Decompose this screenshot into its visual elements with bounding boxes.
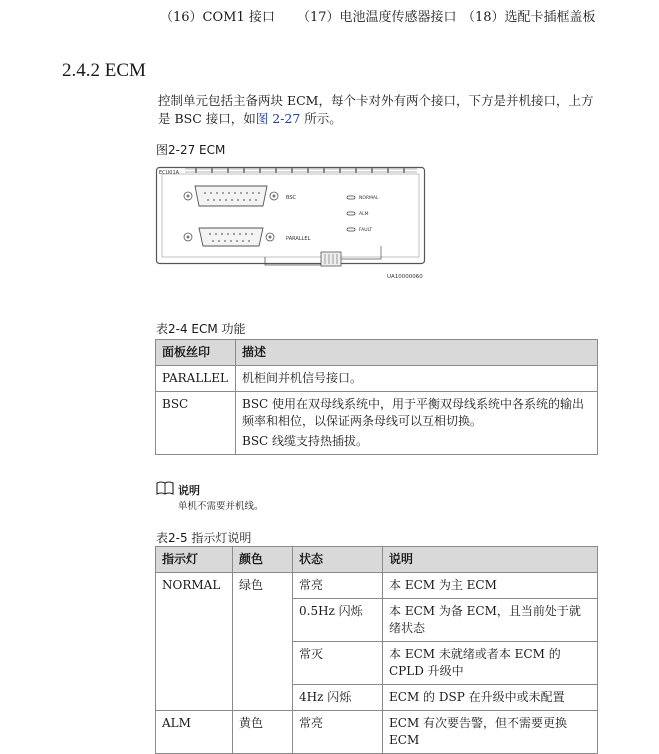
table1-caption: 表2-4 ECM 功能 — [156, 322, 246, 336]
table-header-row — [156, 547, 598, 573]
alm-led-label: ALM — [359, 212, 369, 217]
table-row — [156, 711, 598, 754]
led-desc-cell: 本 ECM 为备 ECM，且当前处于就绪状态 — [383, 599, 598, 642]
ecm-panel-figure — [155, 166, 440, 284]
figure-link[interactable]: 图 2-27 — [255, 111, 301, 126]
led-desc-cell: 本 ECM 未就绪或者本 ECM 的 CPLD 升级中 — [383, 642, 598, 685]
book-icon — [156, 481, 174, 495]
led-name-cell: NORMAL — [156, 573, 233, 711]
table-cell-label: PARALLEL — [156, 366, 236, 392]
latch-icon — [321, 252, 341, 266]
intro-text-end: 所示。 — [300, 111, 342, 126]
led-state-cell: 常亮 — [293, 711, 383, 754]
note-title: 说明 — [178, 484, 200, 497]
note-text: 单机不需要并机线。 — [178, 501, 264, 512]
led-state-cell: 4Hz 闪烁 — [293, 685, 383, 711]
normal-led-label: NORMAL — [359, 196, 379, 201]
bsc-label: BSC — [286, 195, 297, 201]
led-state-cell: 0.5Hz 闪烁 — [293, 599, 383, 642]
desc-line: 机柜间并机信号接口。 — [242, 371, 363, 385]
fault-led-label: FAULT — [359, 228, 373, 233]
table-header-cell: 描述 — [236, 340, 598, 366]
desc-line: BSC 使用在双母线系统中，用于平衡双母线系统中各系统的输出频率和相位，以保证两条母线可以互相切换。 — [242, 397, 585, 428]
led-name-cell: ALM — [156, 711, 233, 754]
table-row — [156, 573, 598, 599]
table-header-cell: 面板丝印 — [156, 340, 236, 366]
figure-caption: 图2-27 ECM — [156, 143, 226, 157]
section-title: 2.4.2 ECM — [62, 60, 146, 81]
table-row — [156, 392, 598, 455]
table-header-cell: 说明 — [383, 547, 598, 573]
table2-caption: 表2-5 指示灯说明 — [156, 531, 252, 545]
desc-line: BSC 线缆支持热插拔。 — [242, 434, 369, 448]
table-header-cell: 颜色 — [233, 547, 293, 573]
led-desc-cell: ECM 的 DSP 在升级中或未配置 — [383, 685, 598, 711]
bsc-port-icon — [195, 186, 267, 206]
table-header-row — [156, 340, 598, 366]
top-item-18: （18）选配卡插框盖板 — [462, 10, 596, 25]
indicator-table — [155, 546, 598, 754]
ecm-panel-drawing — [155, 166, 440, 284]
intro-paragraph — [158, 92, 603, 128]
figure-code: UA10000060 — [387, 274, 423, 280]
table-cell-desc — [236, 392, 598, 455]
led-desc-cell: ECM 有次要告警，但不需要更换 ECM — [383, 711, 598, 754]
led-desc-cell: 本 ECM 为主 ECM — [383, 573, 598, 599]
intro-text: 控制单元包括主备两块 ECM，每个卡对外有两个接口，下方是并机接口，上方是 BSC 接口，如 — [158, 93, 594, 126]
top-item-17: （17）电池温度传感器接口 — [297, 10, 457, 25]
led-state-cell: 常灭 — [293, 642, 383, 685]
led-color-cell: 黄色 — [233, 711, 293, 754]
led-state-cell: 常亮 — [293, 573, 383, 599]
board-label: ECU01A — [159, 170, 180, 176]
table-row — [156, 366, 598, 392]
led-color-cell: 绿色 — [233, 573, 293, 711]
table-header-cell: 状态 — [293, 547, 383, 573]
table-cell-desc — [236, 366, 598, 392]
top-item-16: （16）COM1 接口 — [160, 10, 275, 25]
ecm-function-table — [155, 339, 598, 455]
parallel-port-icon — [199, 228, 263, 246]
parallel-label: PARALLEL — [286, 236, 311, 242]
table-header-cell: 指示灯 — [156, 547, 233, 573]
table-cell-label: BSC — [156, 392, 236, 455]
